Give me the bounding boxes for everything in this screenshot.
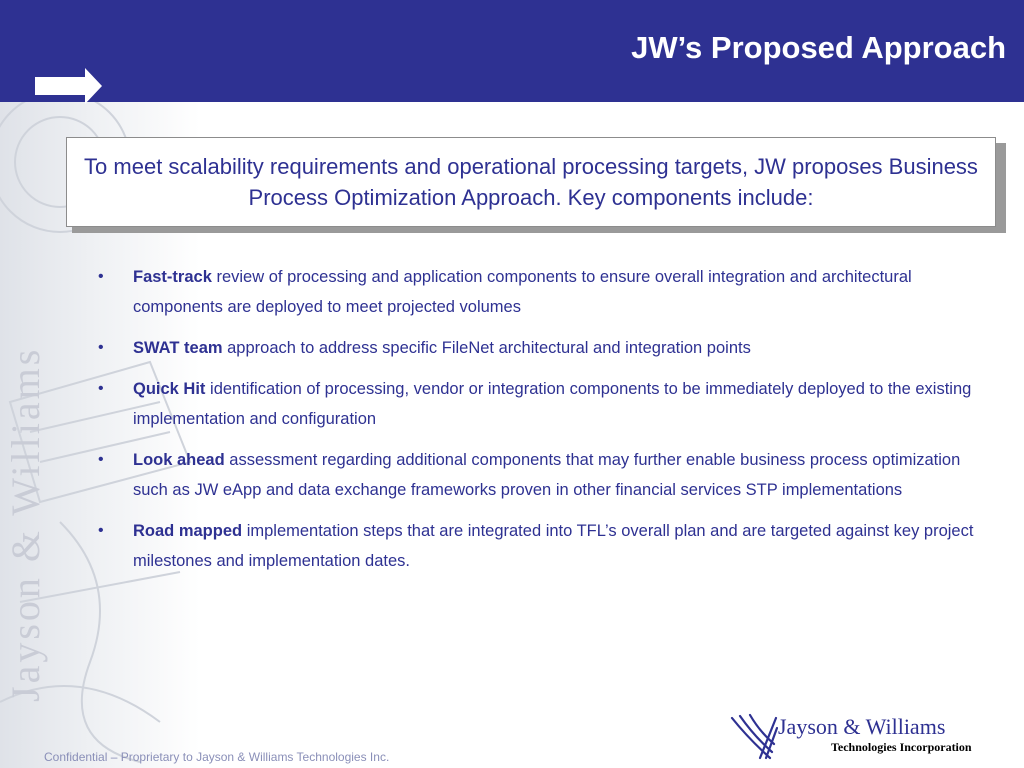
bullet-marker: •	[98, 268, 104, 285]
intro-text: To meet scalability requirements and operational processing targets, JW proposes Business Process Optimization Approach. Key components include:	[84, 154, 978, 210]
bullet-body: review of processing and application components to ensure overall integration and architectural components are deployed to meet projected volumes	[133, 268, 912, 316]
header-band	[0, 0, 1024, 102]
company-logo	[730, 712, 1010, 762]
bullet-item-swat-team	[95, 333, 975, 363]
right-arrow-icon	[35, 68, 103, 104]
bullet-lead: Quick Hit	[133, 380, 206, 398]
bullet-marker: •	[98, 522, 104, 539]
bullet-lead: Look ahead	[133, 451, 225, 469]
bullet-marker: •	[98, 380, 104, 397]
bullet-text	[133, 516, 975, 576]
bullet-lead: SWAT team	[133, 339, 223, 357]
intro-callout	[66, 137, 996, 227]
bullet-text	[133, 333, 751, 363]
bullet-text	[133, 374, 975, 434]
bullet-lead: Fast-track	[133, 268, 212, 286]
bullet-body: implementation steps that are integrated into TFL’s overall plan and are targeted against key project milestones and implementation dates.	[133, 522, 974, 570]
bullet-body: approach to address specific FileNet architectural and integration points	[222, 339, 751, 357]
bullet-item-look-ahead	[95, 445, 975, 505]
jw-swoosh-logo-icon	[730, 712, 778, 762]
bullet-body: identification of processing, vendor or integration components to be immediately deployed to the existing implementation and configuration	[133, 380, 972, 428]
bullet-marker: •	[98, 339, 104, 356]
bullet-marker: •	[98, 451, 104, 468]
logo-subtitle: Technologies Incorporation	[831, 740, 972, 754]
bullet-item-quick-hit	[95, 374, 975, 434]
bullet-body: assessment regarding additional components that may further enable business process optimization such as JW eApp and data exchange frameworks proven in other financial services STP implementations	[133, 451, 961, 499]
bullet-text	[133, 445, 975, 505]
approach-bullet-list	[95, 262, 975, 587]
page-title: JW’s Proposed Approach	[631, 30, 1006, 65]
logo-name: Jayson & Williams	[778, 714, 946, 739]
bullet-text	[133, 262, 975, 322]
bullet-item-fast-track	[95, 262, 975, 322]
watermark-text: Jayson & Williams	[3, 346, 48, 702]
confidential-footer: Confidential – Proprietary to Jayson & Williams Technologies Inc.	[44, 750, 390, 764]
bullet-item-road-mapped	[95, 516, 975, 576]
bullet-lead: Road mapped	[133, 522, 243, 540]
